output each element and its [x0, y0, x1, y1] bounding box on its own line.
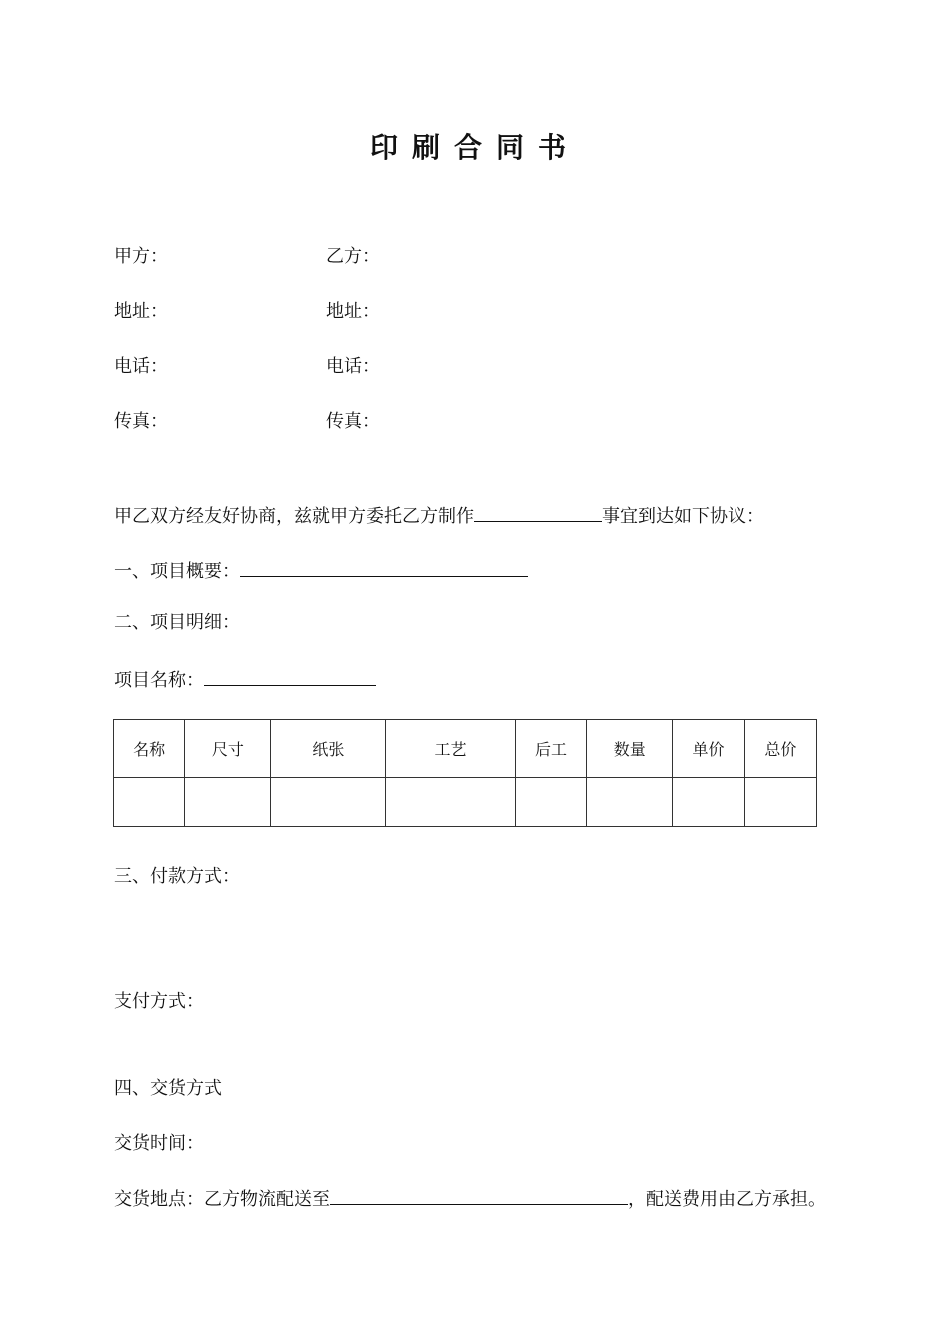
table-header-row [114, 720, 817, 778]
table-row [114, 778, 817, 827]
cell-unit-price[interactable] [673, 778, 744, 827]
delivery-place-before: 交货地点：乙方物流配送至 [114, 1189, 330, 1210]
party-a-phone: 电话： [114, 356, 168, 377]
party-b-fax: 传真： [326, 411, 380, 432]
cell-finishing[interactable] [515, 778, 586, 827]
header-name: 名称 [114, 720, 185, 778]
document-title: 印刷合同书 [369, 131, 580, 164]
project-summary-blank[interactable] [240, 556, 528, 577]
party-b-label: 乙方： [326, 246, 380, 267]
intro-paragraph [114, 501, 764, 527]
intro-blank[interactable] [474, 501, 602, 522]
header-total-price: 总价 [744, 720, 816, 778]
pay-method-label: 支付方式： [114, 991, 204, 1012]
cell-paper[interactable] [271, 778, 386, 827]
delivery-time-label: 交货时间： [114, 1133, 204, 1154]
cell-craft[interactable] [386, 778, 516, 827]
project-name-label: 项目名称： [114, 670, 204, 691]
project-name-blank[interactable] [204, 665, 376, 686]
cell-total-price[interactable] [744, 778, 816, 827]
party-a-address: 地址： [114, 301, 168, 322]
intro-text-after: 事宜到达如下协议： [602, 506, 764, 527]
section-4-heading: 四、交货方式 [114, 1078, 222, 1099]
cell-quantity[interactable] [587, 778, 673, 827]
header-craft: 工艺 [386, 720, 516, 778]
section-1 [114, 556, 528, 582]
cell-name[interactable] [114, 778, 185, 827]
project-name-row [114, 665, 376, 691]
delivery-place-blank[interactable] [330, 1184, 628, 1205]
section-3-heading: 三、付款方式： [114, 866, 240, 887]
intro-text-before: 甲乙双方经友好协商，兹就甲方委托乙方制作 [114, 506, 474, 527]
delivery-place-row [114, 1184, 826, 1210]
section-1-heading: 一、项目概要： [114, 561, 240, 582]
header-unit-price: 单价 [673, 720, 744, 778]
header-paper: 纸张 [271, 720, 386, 778]
cell-size[interactable] [185, 778, 271, 827]
party-b-phone: 电话： [326, 356, 380, 377]
header-quantity: 数量 [587, 720, 673, 778]
party-a-label: 甲方： [114, 246, 168, 267]
party-b-address: 地址： [326, 301, 380, 322]
party-a-fax: 传真： [114, 411, 168, 432]
header-size: 尺寸 [185, 720, 271, 778]
items-table [113, 719, 817, 827]
header-finishing: 后工 [515, 720, 586, 778]
section-2-heading: 二、项目明细： [114, 612, 240, 633]
delivery-place-after: ，配送费用由乙方承担。 [628, 1189, 826, 1210]
